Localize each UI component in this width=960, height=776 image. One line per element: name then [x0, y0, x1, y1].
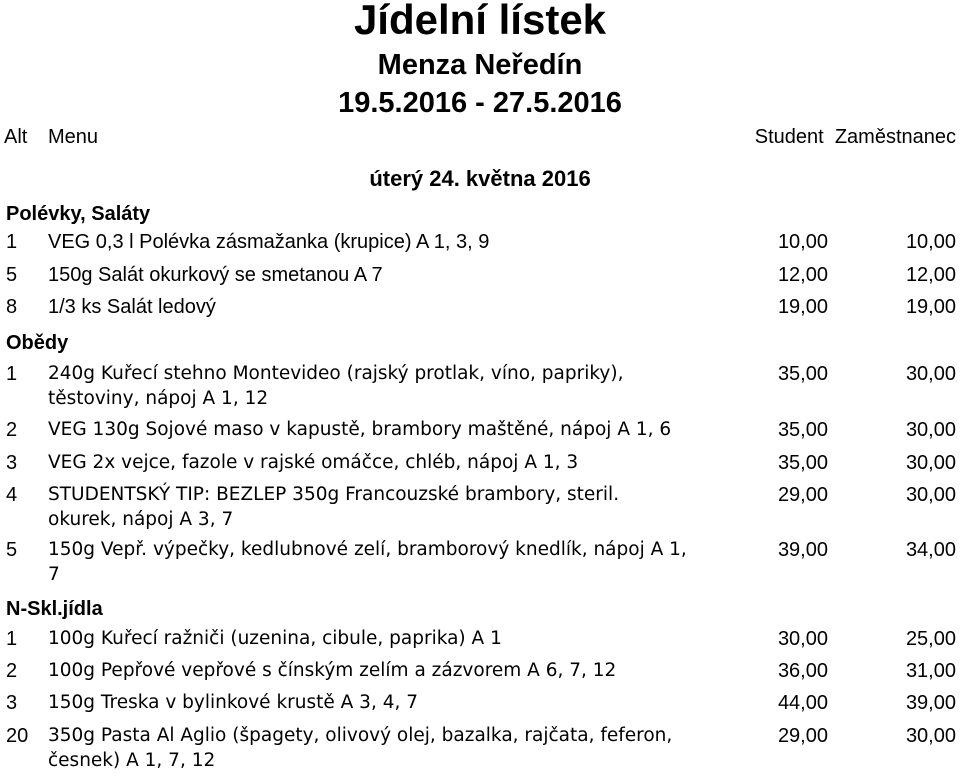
item-number: 2 — [6, 660, 18, 682]
item-number: 3 — [6, 692, 18, 714]
item-name: 100g Kuřecí ražniči (uzenina, cibule, paprika) A 1 — [48, 628, 502, 649]
item-number: 8 — [6, 296, 18, 318]
item-name: VEG 0,3 l Polévka zásmažanka (krupice) A 1, 3, 9 — [48, 231, 490, 253]
item-number: 5 — [6, 539, 18, 561]
item-name: 1/3 ks Salát ledový — [48, 296, 216, 318]
item-number: 1 — [6, 231, 18, 253]
item-name: 350g Pasta Al Aglio (špagety, olivový olej, bazalka, rajčata, feferon, — [48, 725, 673, 746]
item-name: 150g Salát okurkový se smetanou A 7 — [48, 264, 383, 286]
employee-price: 12,00 — [905, 264, 956, 286]
item-name-continuation: těstoviny, nápoj A 1, 12 — [48, 388, 269, 409]
column-header-prices: Student Zaměstnanec — [754, 126, 956, 148]
item-number: 3 — [6, 452, 18, 474]
student-price: 30,00 — [777, 628, 828, 650]
student-price: 35,00 — [777, 419, 828, 441]
item-name: 150g Vepř. výpečky, kedlubnové zelí, bramborový knedlík, nápoj A 1, — [48, 539, 687, 560]
item-name-continuation: česnek) A 1, 7, 12 — [48, 750, 216, 771]
item-name: 100g Pepřové vepřové s čínským zelím a zázvorem A 6, 7, 12 — [48, 660, 617, 681]
employee-price: 34,00 — [905, 539, 956, 561]
item-name: STUDENTSKÝ TIP: BEZLEP 350g Francouzské brambory, steril. — [48, 484, 620, 505]
employee-price: 30,00 — [905, 363, 956, 385]
day-heading: úterý 24. května 2016 — [369, 166, 591, 191]
section-nonstandard-meals: N-Skl.jídla — [6, 598, 103, 620]
item-name: VEG 130g Sojové maso v kapustě, brambory maštěné, nápoj A 1, 6 — [48, 419, 672, 440]
item-number: 5 — [6, 264, 18, 286]
student-price: 35,00 — [777, 452, 828, 474]
item-number: 4 — [6, 484, 18, 506]
employee-price: 19,00 — [905, 296, 956, 318]
employee-price: 30,00 — [905, 725, 956, 747]
column-header-row — [0, 124, 960, 150]
student-price: 10,00 — [777, 231, 828, 253]
student-price: 39,00 — [777, 539, 828, 561]
section-lunches: Obědy — [6, 332, 69, 354]
student-price: 44,00 — [777, 692, 828, 714]
student-price: 35,00 — [777, 363, 828, 385]
item-name: 240g Kuřecí stehno Montevideo (rajský protlak, víno, papriky), — [48, 363, 624, 384]
employee-price: 30,00 — [905, 452, 956, 474]
item-name: 150g Treska v bylinkové krustě A 3, 4, 7 — [48, 692, 419, 713]
student-price: 19,00 — [777, 296, 828, 318]
item-name-continuation: okurek, nápoj A 3, 7 — [48, 509, 234, 530]
employee-price: 31,00 — [905, 660, 956, 682]
employee-price: 30,00 — [905, 484, 956, 506]
item-name-continuation: 7 — [48, 564, 60, 585]
page-title: Jídelní lístek — [353, 0, 607, 43]
item-number: 20 — [6, 725, 29, 747]
section-soups-salads: Polévky, Saláty — [6, 203, 151, 225]
student-price: 29,00 — [777, 725, 828, 747]
item-name: VEG 2x vejce, fazole v rajské omáčce, chléb, nápoj A 1, 3 — [48, 452, 579, 473]
item-number: 2 — [6, 419, 18, 441]
student-price: 12,00 — [777, 264, 828, 286]
employee-price: 30,00 — [905, 419, 956, 441]
canteen-name: Menza Neředín — [377, 49, 583, 81]
date-range: 19.5.2016 - 27.5.2016 — [338, 87, 622, 119]
employee-price: 39,00 — [905, 692, 956, 714]
column-header-menu: Menu — [48, 126, 99, 148]
item-number: 1 — [6, 628, 18, 650]
student-price: 29,00 — [777, 484, 828, 506]
employee-price: 10,00 — [905, 231, 956, 253]
column-header-alt: Alt — [4, 126, 28, 148]
employee-price: 25,00 — [905, 628, 956, 650]
student-price: 36,00 — [777, 660, 828, 682]
item-number: 1 — [6, 363, 18, 385]
